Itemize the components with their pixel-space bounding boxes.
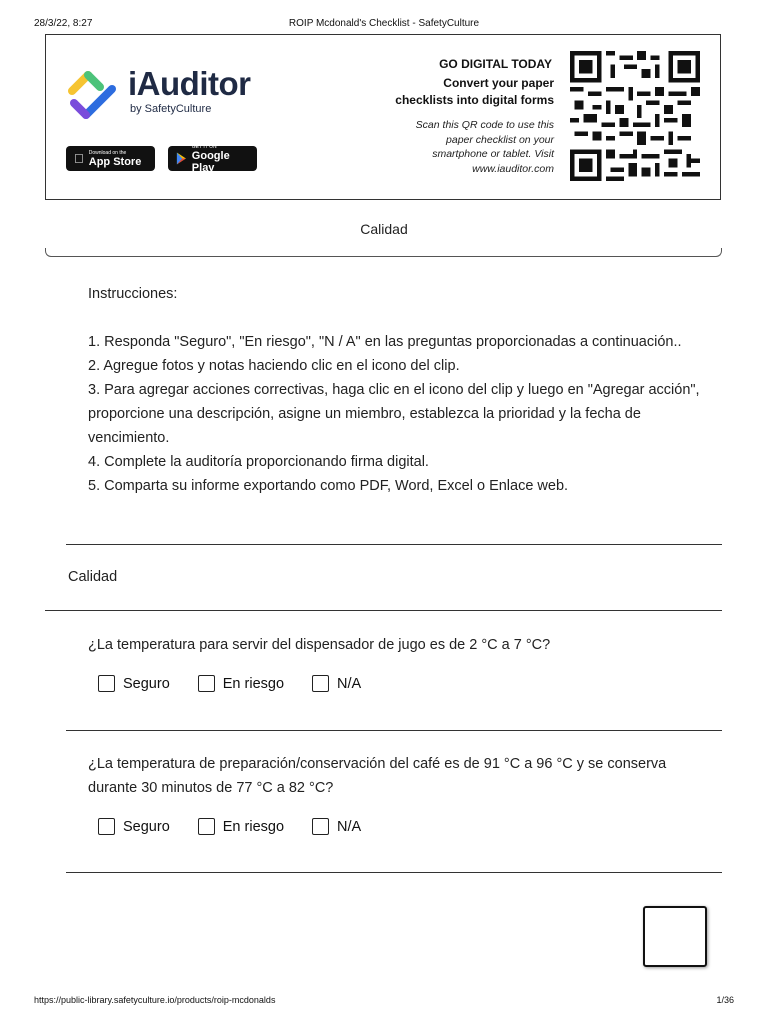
answer-options: [98, 818, 389, 835]
brand-name: iAuditor: [128, 65, 251, 102]
google-play-small: GET IT ON: [191, 143, 217, 150]
instruction-item: 2. Agregue fotos y notas haciendo clic en el icono del clip.: [88, 358, 460, 374]
apple-icon: [74, 152, 84, 165]
option-seguro[interactable]: [98, 818, 170, 835]
app-store-big: App Store: [79, 155, 132, 168]
instructions-heading: Instrucciones:: [88, 286, 178, 302]
divider: [45, 610, 722, 611]
checkbox[interactable]: [198, 818, 215, 835]
divider: [66, 872, 722, 873]
option-label: Seguro: [123, 818, 170, 835]
option-label: N/A: [337, 675, 362, 692]
go-sub-line2: checklists into digital forms: [395, 93, 554, 107]
option-label: Seguro: [123, 675, 170, 692]
option-na[interactable]: [312, 818, 361, 835]
iauditor-logo-icon: [66, 69, 120, 121]
checkbox[interactable]: [198, 675, 215, 692]
google-play-big: Google Play: [191, 149, 230, 174]
instructions-block: [88, 282, 708, 498]
option-na[interactable]: [312, 675, 361, 692]
brand-sub: by SafetyCulture: [130, 103, 212, 115]
section-title: Calidad: [360, 221, 408, 237]
blank-square-box: [643, 906, 707, 967]
footer-page: 1/36: [716, 995, 734, 1005]
instruction-item: 5. Comparta su informe exportando como PDF, Word, Excel o Enlace web.: [88, 478, 569, 494]
play-store-icon: [176, 152, 187, 165]
option-label: En riesgo: [222, 675, 285, 692]
subsection-title: Calidad: [68, 569, 118, 585]
qr-note-line2: paper checklist on your: [446, 133, 554, 146]
iauditor-banner: [45, 34, 721, 200]
checkbox[interactable]: [312, 818, 329, 835]
option-en-riesgo[interactable]: [198, 675, 284, 692]
checkbox[interactable]: [312, 675, 329, 692]
section-card-border: [45, 248, 722, 257]
qr-note-line4: www.iauditor.com: [472, 162, 554, 175]
divider: [66, 730, 722, 731]
instructions-spacer: [88, 306, 708, 330]
question-text: ¿La temperatura de preparación/conservación del café es de 91 °C a 96 °C y se conserva durante 30 minutos de 77 °C a 82 °C?: [88, 756, 667, 796]
google-play-button[interactable]: [168, 143, 257, 174]
instruction-item: 4. Complete la auditoría proporcionando firma digital.: [88, 454, 429, 470]
question-text: ¿La temperatura para servir del dispensador de jugo es de 2 °C a 7 °C?: [88, 637, 551, 653]
instruction-item: 3. Para agregar acciones correctivas, haga clic en el icono del clip y luego en "Agregar acción", proporcione una descripción, asigne un miembro, establezca la prioridad y la fecha de vencimiento.: [88, 382, 700, 446]
go-digital-subtitle: [354, 75, 554, 109]
qr-note: [384, 118, 554, 176]
checkbox[interactable]: [98, 675, 115, 692]
print-datetime: 28/3/22, 8:27: [34, 18, 93, 29]
answer-options: [98, 675, 389, 692]
qr-code-icon: [568, 51, 702, 181]
option-label: N/A: [337, 818, 362, 835]
option-label: En riesgo: [222, 818, 285, 835]
app-store-button[interactable]: [66, 146, 155, 171]
footer-url: https://public-library.safetyculture.io/products/roip-mcdonalds: [34, 995, 276, 1005]
qr-note-line1: Scan this QR code to use this: [415, 119, 554, 131]
checkbox[interactable]: [98, 818, 115, 835]
instruction-item: 1. Responda "Seguro", "En riesgo", "N / A" en las preguntas proporcionadas a continuación..: [88, 334, 682, 350]
print-title: ROIP Mcdonald's Checklist - SafetyCulture: [288, 18, 480, 29]
option-en-riesgo[interactable]: [198, 818, 284, 835]
option-seguro[interactable]: [98, 675, 170, 692]
go-sub-line1: Convert your paper: [443, 76, 554, 90]
divider: [66, 544, 722, 545]
qr-note-line3: smartphone or tablet. Visit: [432, 148, 554, 160]
go-digital-title: GO DIGITAL TODAY: [439, 57, 552, 71]
app-store-small: Download on the: [79, 149, 117, 156]
